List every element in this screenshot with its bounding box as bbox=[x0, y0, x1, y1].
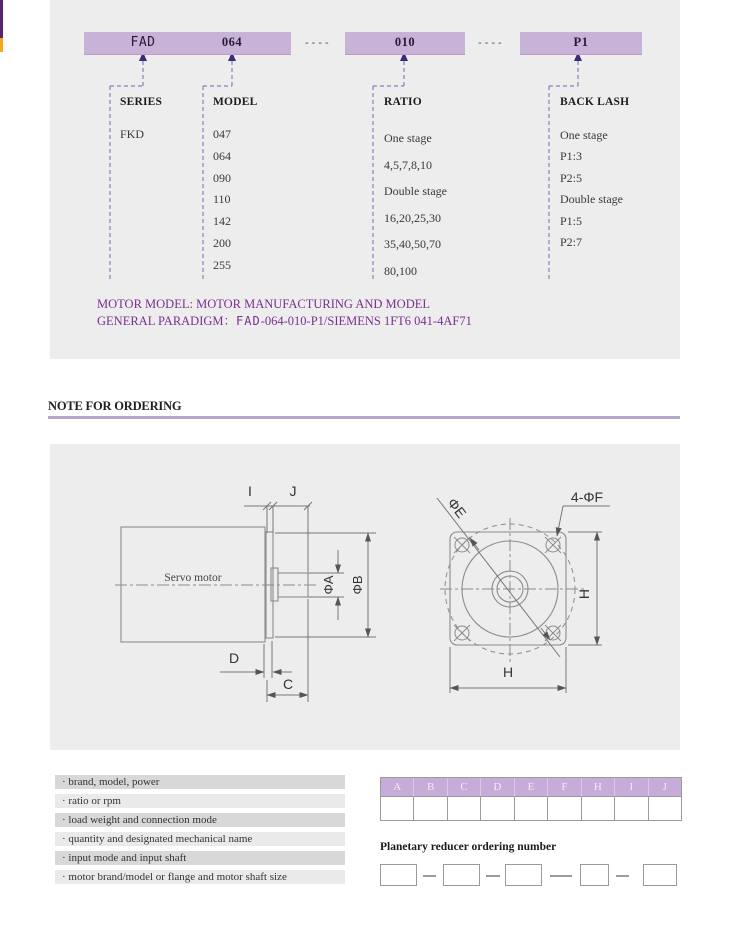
order-box bbox=[580, 864, 609, 886]
column-header-model: MODEL bbox=[213, 96, 258, 108]
ordering-number-boxes bbox=[380, 862, 680, 888]
model-item: 047 bbox=[213, 127, 231, 141]
order-box bbox=[443, 864, 480, 886]
backlash-items bbox=[560, 125, 623, 253]
table-header-cell: H bbox=[582, 778, 615, 796]
table-empty-cell bbox=[548, 797, 581, 820]
dimension-table-header bbox=[381, 778, 681, 797]
code-box-ratio bbox=[345, 32, 465, 55]
motor-model-note bbox=[97, 296, 472, 329]
code-series: FAD bbox=[130, 34, 156, 50]
order-box bbox=[643, 864, 677, 886]
backlash-item: P1:3 bbox=[560, 149, 583, 164]
dim-label-J: J bbox=[289, 483, 297, 499]
order-dash bbox=[423, 875, 436, 877]
backlash-item: One stage bbox=[560, 128, 608, 142]
column-header-ratio: RATIO bbox=[384, 96, 422, 108]
table-empty-cell bbox=[381, 797, 414, 820]
backlash-item: P2:7 bbox=[560, 235, 583, 250]
code-separator-2: ---- bbox=[478, 37, 505, 49]
dim-label-H-bottom: H bbox=[502, 664, 514, 680]
model-item: 255 bbox=[213, 257, 231, 272]
table-header-cell: F bbox=[548, 778, 581, 796]
code-box-series-model bbox=[84, 32, 291, 55]
model-item: 110 bbox=[213, 192, 231, 207]
backlash-item: P2:5 bbox=[560, 170, 583, 185]
ratio-item: 80,100 bbox=[384, 263, 417, 278]
series-item: FKD bbox=[120, 127, 145, 141]
dim-label-phiE: ΦE bbox=[444, 494, 470, 521]
code-box-backlash bbox=[520, 32, 642, 55]
ratio-item: Double stage bbox=[384, 184, 447, 198]
order-dash bbox=[550, 875, 572, 877]
motor-model-line1: MOTOR MODEL: MOTOR MANUFACTURING AND MODEL bbox=[97, 297, 431, 311]
table-empty-cell bbox=[515, 797, 548, 820]
dimension-table-body-row bbox=[381, 797, 681, 820]
note-item: · ratio or rpm bbox=[55, 794, 345, 808]
accent-bar-orange bbox=[0, 38, 3, 52]
series-items bbox=[120, 124, 144, 146]
section-underline bbox=[48, 416, 680, 419]
dim-label-D: D bbox=[228, 650, 240, 666]
ordering-code-panel bbox=[50, 0, 680, 359]
order-dash bbox=[486, 875, 500, 877]
order-box bbox=[505, 864, 542, 886]
ordering-notes-list bbox=[55, 775, 345, 889]
ordering-number-label: Planetary reducer ordering number bbox=[380, 841, 557, 853]
table-empty-cell bbox=[414, 797, 447, 820]
paradigm-code: FAD bbox=[236, 313, 261, 328]
technical-drawing-panel bbox=[50, 444, 680, 750]
note-item: · input mode and input shaft bbox=[55, 851, 345, 865]
accent-bar-purple bbox=[0, 0, 3, 38]
note-item: · motor brand/model or flange and motor shaft size bbox=[55, 870, 345, 884]
column-header-series: SERIES bbox=[120, 96, 163, 108]
model-item: 090 bbox=[213, 170, 231, 185]
model-item: 200 bbox=[213, 235, 231, 250]
dim-label-phiB: ΦB bbox=[350, 575, 365, 595]
paradigm-prefix: GENERAL PARADIGM： bbox=[97, 313, 237, 328]
ratio-item: 16,20,25,30 bbox=[384, 210, 441, 225]
motor-model-line2 bbox=[97, 313, 472, 330]
model-item: 142 bbox=[213, 214, 231, 229]
table-header-cell: C bbox=[448, 778, 481, 796]
table-header-cell: I bbox=[615, 778, 648, 796]
table-header-cell: E bbox=[515, 778, 548, 796]
dim-label-phiA: ΦA bbox=[321, 575, 336, 595]
table-empty-cell bbox=[582, 797, 615, 820]
backlash-item: Double stage bbox=[560, 192, 623, 207]
dim-label-C: C bbox=[282, 676, 294, 692]
code-ratio: 010 bbox=[394, 34, 416, 49]
page-section-title: NOTE FOR ORDERING bbox=[48, 399, 182, 413]
dim-label-H-right: H bbox=[576, 588, 592, 600]
note-item: · quantity and designated mechanical name bbox=[55, 832, 345, 846]
ratio-item: 4,5,7,8,10 bbox=[384, 157, 432, 172]
dim-IJ-lines bbox=[244, 502, 312, 572]
ratio-item: 35,40,50,70 bbox=[384, 237, 441, 251]
code-separator: ---- bbox=[305, 37, 332, 49]
ratio-items bbox=[384, 125, 447, 284]
code-model: 064 bbox=[221, 34, 243, 49]
servo-motor-label: Servo motor bbox=[164, 572, 222, 584]
paradigm-suffix: -064-010-P1/SIEMENS 1FT6 041-4AF71 bbox=[260, 313, 472, 328]
column-header-backlash: BACK LASH bbox=[560, 96, 630, 108]
ratio-item: One stage bbox=[384, 131, 432, 145]
model-items bbox=[213, 124, 231, 277]
table-empty-cell bbox=[649, 797, 681, 820]
table-header-cell: B bbox=[414, 778, 447, 796]
order-box bbox=[380, 864, 417, 886]
table-empty-cell bbox=[481, 797, 514, 820]
table-empty-cell bbox=[448, 797, 481, 820]
table-header-cell: J bbox=[662, 781, 667, 793]
table-header-cell: D bbox=[481, 778, 514, 796]
backlash-item: P1:5 bbox=[560, 213, 583, 228]
reducer-drawing bbox=[50, 444, 680, 750]
dimension-table bbox=[380, 777, 682, 821]
table-header-cell: A bbox=[381, 778, 414, 796]
note-item: · load weight and connection mode bbox=[55, 813, 345, 827]
dim-label-4phiF: 4-ΦF bbox=[570, 489, 604, 505]
model-item: 064 bbox=[213, 148, 231, 163]
code-backlash: P1 bbox=[573, 34, 589, 49]
note-item: · brand, model, power bbox=[55, 775, 345, 789]
table-empty-cell bbox=[615, 797, 648, 820]
dim-label-I: I bbox=[248, 483, 252, 499]
order-dash bbox=[616, 875, 629, 877]
